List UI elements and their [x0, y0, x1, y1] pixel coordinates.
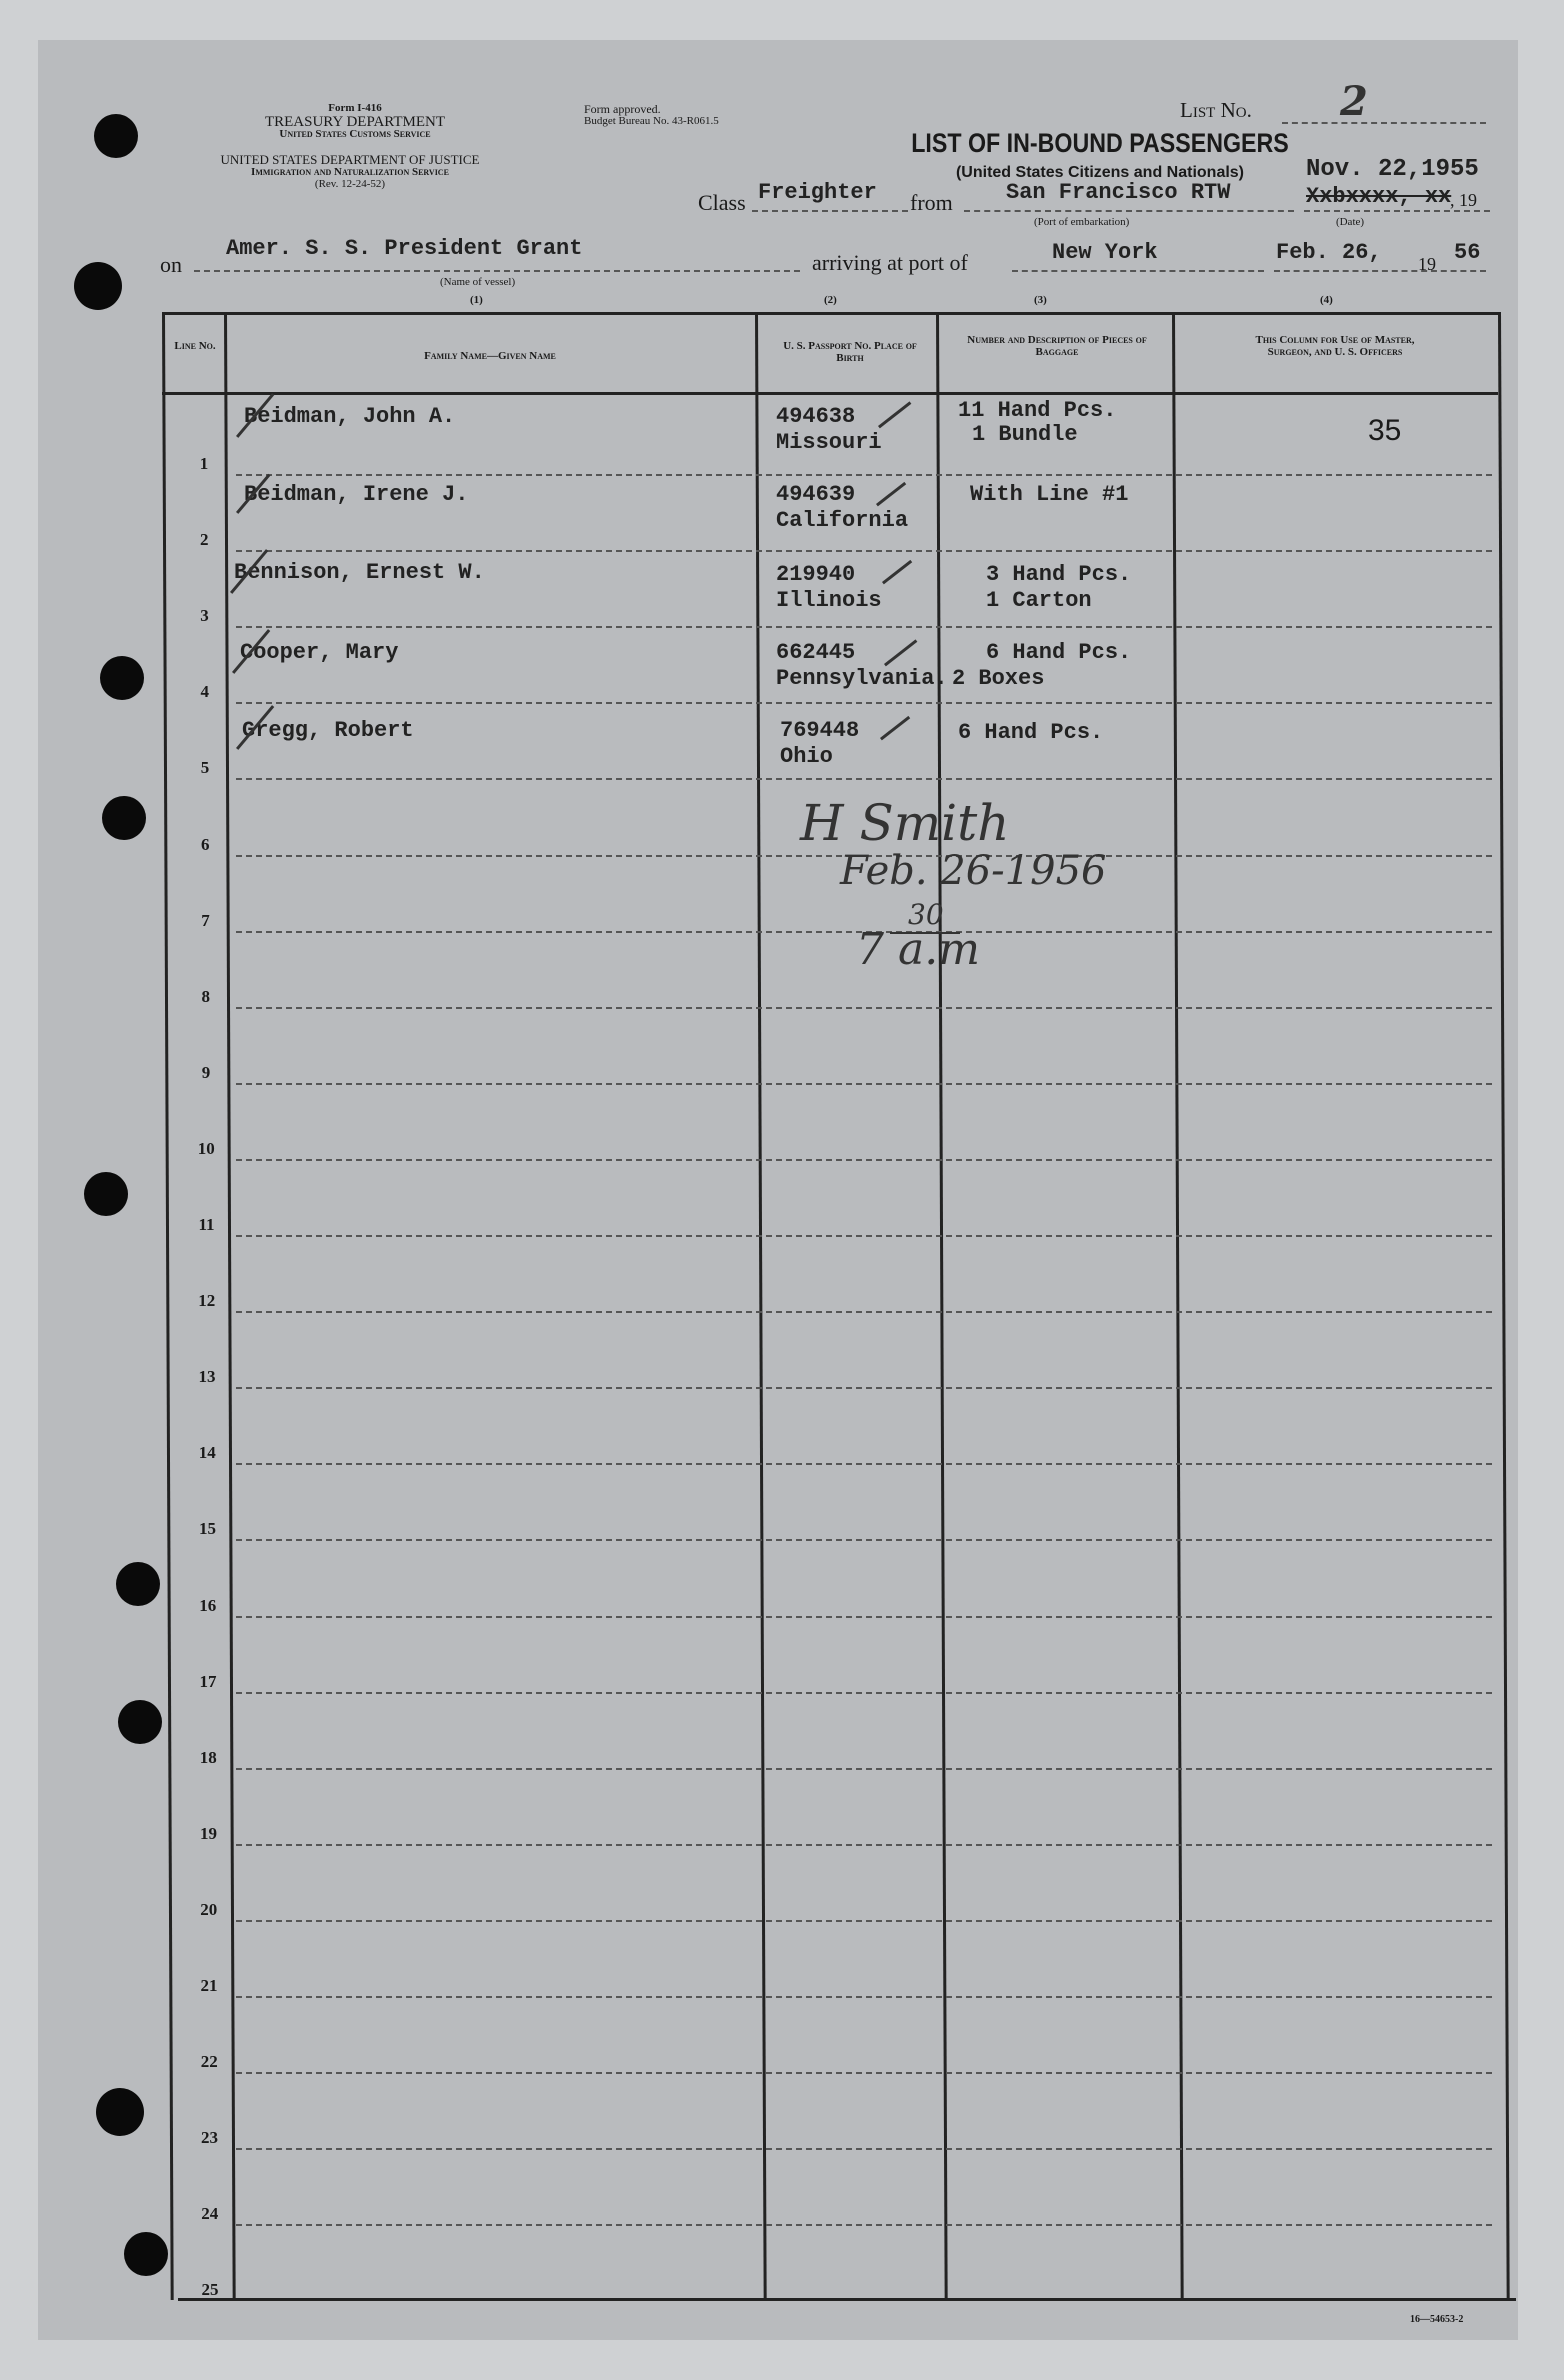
customs-service: United States Customs Service: [279, 128, 431, 140]
line-number: 2: [200, 530, 209, 549]
baggage-line-1: With Line #1: [970, 482, 1129, 507]
arrival-port: New York: [1052, 240, 1158, 265]
line-number: 23: [201, 2128, 218, 2147]
punch-hole: [116, 1562, 160, 1606]
row-rule: [236, 550, 1492, 552]
inspection-time: 7 a.m: [856, 924, 980, 975]
line-number: 8: [201, 987, 210, 1006]
punch-hole: [100, 656, 144, 700]
row-rule: [236, 1007, 1492, 1009]
birthplace: Missouri: [776, 430, 882, 455]
line-number: 5: [200, 758, 210, 777]
row-rule: [236, 702, 1492, 704]
line-number: 19: [200, 1824, 217, 1843]
col-number-1: (1): [470, 294, 483, 306]
line-number: 16: [199, 1596, 217, 1615]
passport-number: 494638: [776, 404, 856, 429]
line-number: 6: [201, 835, 210, 854]
document-page: [38, 40, 1518, 2340]
punch-hole: [84, 1172, 128, 1216]
vessel-line: [194, 270, 800, 272]
header-officers: This Column for Use of Master, Surgeon, and U. S. Officers: [1255, 334, 1415, 358]
passport-number: 662445: [776, 640, 856, 665]
punch-hole: [124, 2232, 168, 2276]
birthplace: Illinois: [776, 588, 882, 613]
header-baggage: Number and Description of Pieces of Baggage: [967, 334, 1147, 358]
baggage-line-2: 1 Carton: [986, 588, 1092, 613]
page-title: LIST OF IN-BOUND PASSENGERS: [911, 128, 1289, 158]
revision: (Rev. 12-24-52): [314, 178, 386, 190]
table-top-border: [162, 312, 1498, 315]
embark-caption: (Port of embarkation): [1034, 216, 1130, 228]
line-number: 18: [199, 1748, 217, 1767]
arriving-label: arriving at port of: [812, 250, 968, 275]
punch-hole: [102, 796, 146, 840]
header-bottom-border: [162, 392, 1498, 395]
row-rule: [236, 2072, 1492, 2074]
on-label: on: [160, 252, 182, 277]
row-rule: [236, 2148, 1492, 2150]
arrival-date-line: [1274, 270, 1486, 272]
col-number-4: (4): [1320, 294, 1333, 306]
row-rule: [236, 2224, 1492, 2226]
treasury-dept: TREASURY DEPARTMENT: [264, 114, 446, 130]
line-number: 3: [200, 606, 209, 625]
passenger-name: Beidman, Irene J.: [244, 482, 469, 507]
arrival-year: 56: [1454, 240, 1481, 265]
row-rule: [236, 1844, 1492, 1846]
line-number: 17: [199, 1672, 217, 1691]
passenger-name: Gregg, Robert: [242, 718, 414, 743]
line-number: 24: [201, 2204, 219, 2223]
line-number: 7: [201, 911, 210, 930]
baggage-line-2: 2 Boxes: [952, 666, 1045, 691]
budget-bureau: Budget Bureau No. 43-R061.5: [584, 115, 719, 127]
struck-date: Xxbxxxx, xx: [1306, 184, 1452, 209]
baggage-line-2: 1 Bundle: [972, 422, 1078, 447]
header-name: Family Name—Given Name: [424, 350, 556, 362]
passenger-name: Cooper, Mary: [240, 640, 399, 665]
row-rule: [236, 778, 1492, 780]
row-rule: [236, 1311, 1492, 1313]
list-no-value: 2: [1340, 78, 1368, 125]
vessel-name: Amer. S. S. President Grant: [226, 236, 583, 261]
date-suffix: , 19: [1450, 190, 1477, 210]
embark-line: [964, 210, 1294, 212]
list-no-line: [1282, 122, 1486, 124]
header-line-no: Line No.: [174, 340, 216, 352]
row-rule: [236, 1692, 1492, 1694]
inspection-date: Feb. 26-1956: [840, 848, 1107, 894]
line-number: 11: [198, 1215, 215, 1234]
inspection-time-minutes: 30: [908, 898, 944, 931]
list-no-label: List No.: [1180, 98, 1252, 122]
passport-number: 219940: [776, 562, 856, 587]
line-number: 22: [200, 2052, 218, 2071]
from-label: from: [910, 190, 953, 215]
line-number: 10: [197, 1139, 215, 1158]
page-subtitle: (United States Citizens and Nationals): [955, 164, 1245, 181]
punch-hole: [94, 114, 138, 158]
baggage-line-1: 3 Hand Pcs.: [986, 562, 1132, 587]
punch-hole: [74, 262, 122, 310]
vessel-caption: (Name of vessel): [440, 276, 516, 288]
row-rule: [236, 1387, 1492, 1389]
arrival-port-line: [1012, 270, 1264, 272]
arrival-year-prefix: 19: [1418, 254, 1436, 274]
row-rule: [236, 1463, 1492, 1465]
officer-signature: H Smith: [800, 794, 1010, 852]
row-rule: [236, 1083, 1492, 1085]
embark-port: San Francisco RTW: [1006, 180, 1231, 205]
baggage-line-1: 6 Hand Pcs.: [958, 720, 1104, 745]
col-number-2: (2): [824, 294, 837, 306]
date-line: [1304, 210, 1490, 212]
line-number: 13: [198, 1367, 216, 1386]
line-number: 20: [200, 1900, 218, 1919]
birthplace: Ohio: [780, 744, 833, 769]
passport-number: 769448: [780, 718, 860, 743]
class-line: [752, 210, 908, 212]
punch-hole: [96, 2088, 144, 2136]
line-number: 12: [198, 1291, 216, 1310]
line-number: 25: [201, 2280, 219, 2299]
passenger-name: Bennison, Ernest W.: [234, 560, 485, 585]
row-rule: [236, 1539, 1492, 1541]
baggage-line-1: 11 Hand Pcs.: [958, 398, 1117, 423]
row-rule: [236, 1159, 1492, 1161]
date-caption: (Date): [1335, 216, 1365, 228]
row-rule: [236, 626, 1492, 628]
row-rule: [236, 1235, 1492, 1237]
punch-hole: [118, 1700, 162, 1744]
birthplace: California: [776, 508, 909, 533]
form-approved: Form approved.: [584, 102, 661, 116]
baggage-line-1: 6 Hand Pcs.: [986, 640, 1132, 665]
row-rule: [236, 1768, 1492, 1770]
arrival-date: Feb. 26,: [1276, 240, 1382, 265]
row-rule: [236, 1616, 1492, 1618]
header-passport: U. S. Passport No. Place of Birth: [783, 340, 917, 364]
class-label: Class: [698, 190, 746, 215]
ins-service: Immigration and Naturalization Service: [251, 166, 449, 178]
line-number: 14: [198, 1443, 216, 1462]
line-number: 1: [199, 454, 209, 473]
line-number: 9: [201, 1063, 211, 1082]
row-rule: [236, 474, 1492, 476]
officer-note: 35: [1368, 414, 1402, 447]
footer-code: 16—54653-2: [1410, 2314, 1464, 2325]
line-number: 4: [200, 682, 209, 701]
birthplace: Pennsylvania.: [776, 666, 948, 691]
departure-date: Nov. 22,1955: [1306, 156, 1479, 183]
row-rule: [236, 1920, 1492, 1922]
justice-dept: UNITED STATES DEPARTMENT OF JUSTICE: [220, 152, 480, 167]
passenger-name: Beidman, John A.: [244, 404, 456, 429]
col-number-3: (3): [1034, 294, 1047, 306]
table-bottom-border: [178, 2298, 1516, 2301]
line-number: 15: [199, 1519, 216, 1538]
line-number: 21: [200, 1976, 218, 1995]
passport-number: 494639: [776, 482, 856, 507]
class-value: Freighter: [758, 180, 877, 205]
row-rule: [236, 1996, 1492, 1998]
form-number: Form I-416: [328, 102, 382, 114]
